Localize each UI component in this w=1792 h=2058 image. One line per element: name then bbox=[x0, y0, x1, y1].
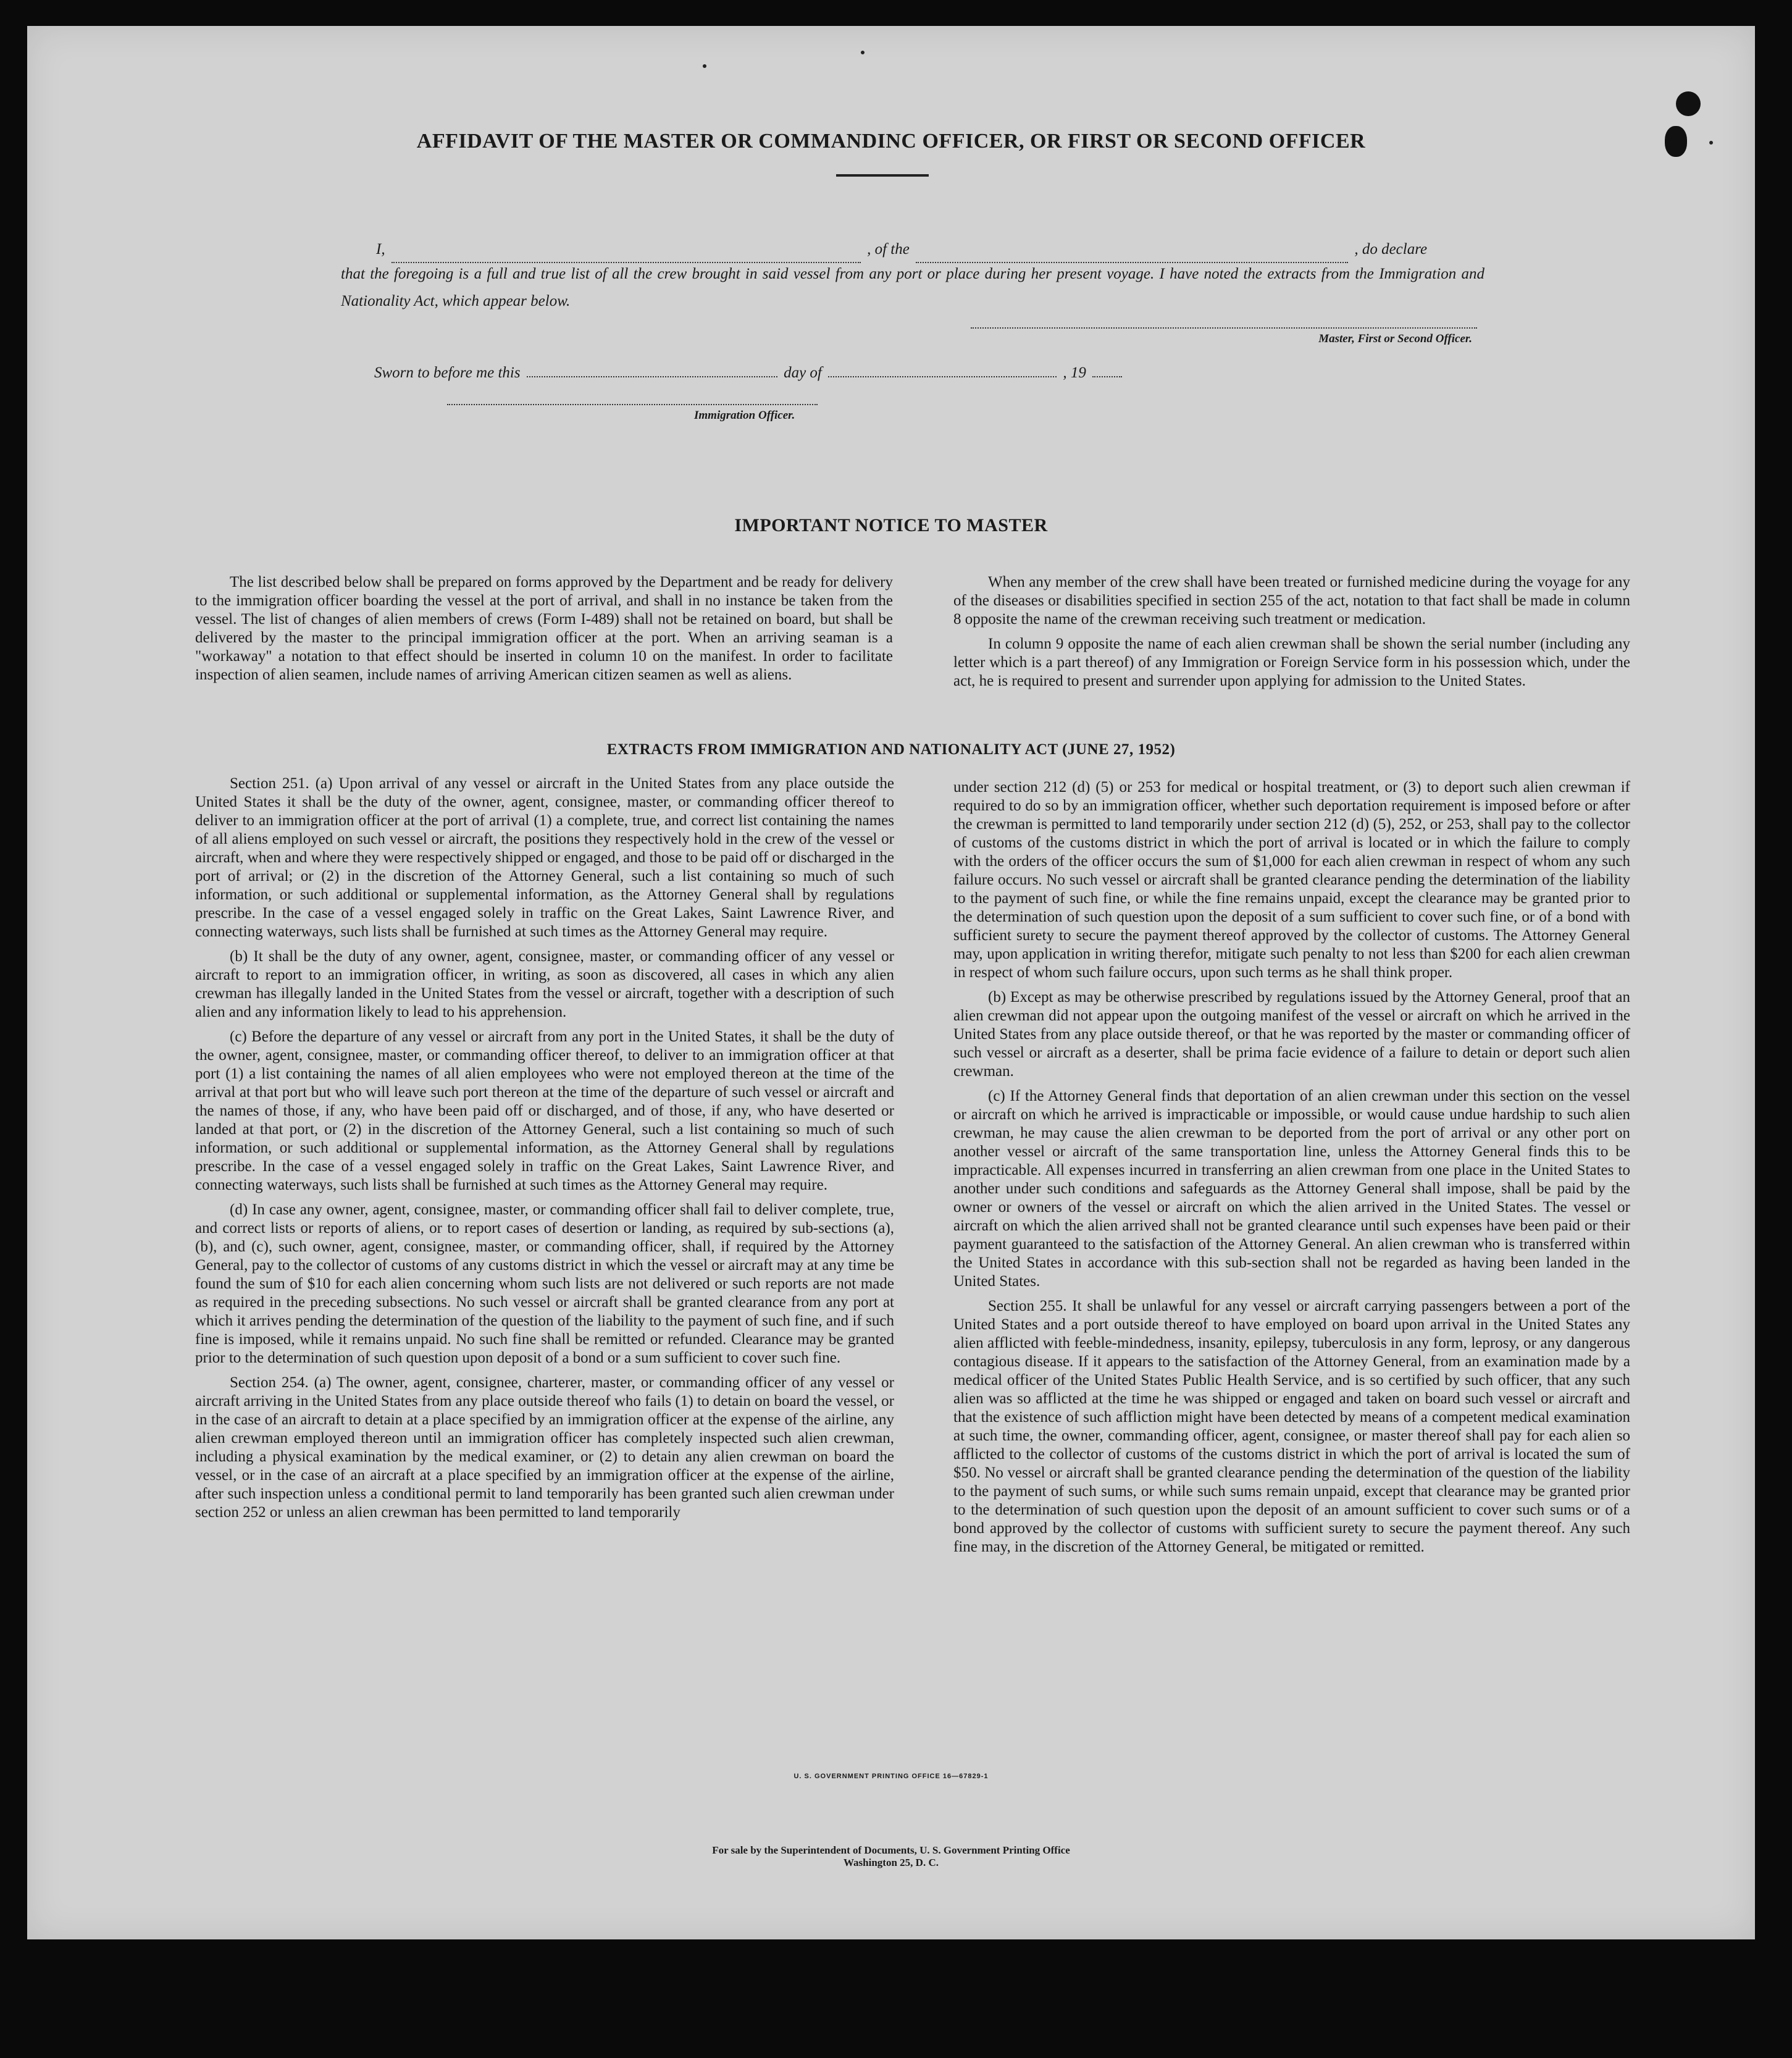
act-paragraph: (b) It shall be the duty of any owner, agent, consignee, master, or commanding officer of any vessel or aircraft to report to an immigration officer, in writing, as soon as discovered, all cases in which any alien crewman has illegally landed in the United States from the vessel or aircraft, together with a description of such alien and any information likely to lead to his apprehension. bbox=[195, 948, 894, 1020]
act-paragraph: Section 255. It shall be unlawful for any vessel or aircraft carrying passengers between a port of the United States and a port outside thereof to have employed on board upon arrival in the United States any alien afflicted with feeble-mindedness, insanity, epilepsy, tuberculosis in any form, leprosy, or any dangerous contagious disease. If it appears to the satisfaction of the Attorney General, from an examination made by a medical officer of the United States Public Health Service, and is so certified by such officer, that any such alien was so afflicted at the time he was shipped or engaged and taken on board such vessel or aircraft and that the existence of such affliction might have been detected by means of a competent medical examination at such time, the owner, commanding officer, agent, consignee, or master thereof shall pay for each alien so afflicted to the collector of customs of the customs district in which the port of arrival is located the sum of $50. No vessel or aircraft shall be granted clearance pending the determination of the question of the liability to the payment of such sums, or while such sums remain unpaid, except that clearance may be granted prior to the determination of such question upon the deposit of an amount sufficient to cover such sums or of a bond approved by the collector of customs with sufficient surety to secure the payment thereof. Any such fine may, in the discretion of the Attorney General, be mitigated or remitted. bbox=[953, 1298, 1630, 1555]
sworn-row bbox=[374, 359, 1124, 387]
act-paragraph: (b) Except as may be otherwise prescribed by regulations issued by the Attorney General, proof that an alien crewman did not appear upon the outgoing manifest of the vessel or aircraft on which he arrived in the United States from any place outside thereof, or that he was reported by the master or commanding officer of such vessel or aircraft as a deserter, shall be prima facie evidence of a failure to detain or deport such alien crewman. bbox=[953, 989, 1630, 1080]
sworn-year-field[interactable] bbox=[1092, 363, 1122, 377]
sworn-text: Sworn to before me this bbox=[374, 364, 521, 381]
declaration-body: that the foregoing is a full and true list of all the crew brought in said vessel from any port or place during her present voyage. I have noted the extracts from the Immigration and Nationality Act, which appear below. bbox=[341, 266, 1484, 309]
master-signature-line[interactable] bbox=[971, 327, 1477, 329]
act-paragraph: (d) In case any owner, agent, consignee, master, or commanding officer shall fail to deliver complete, true, and correct lists or reports of aliens, or to report cases of desertion or landing, as required by sub-sections (a), (b), and (c), such owner, agent, consignee, master, or commanding officer, shall, if required by the Attorney General, pay to the collector of customs of any customs district in which the vessel or aircraft may at any time be found the sum of $10 for each alien concerning whom such lists are not delivered or such reports are not made as required in the preceding subsections. No such vessel or aircraft shall be granted clearance from any port at which it arrives pending the determination of the question of the liability to the payment of such fine, and if such fine is imposed, while it remains unpaid. No such fine shall be remitted or refunded. Clearance may be granted prior to the determination of such question upon deposit of a bond or a sum sufficient to cover such fine. bbox=[195, 1201, 894, 1366]
immigration-officer-label: Immigration Officer. bbox=[694, 409, 795, 422]
notice-paragraph: In column 9 opposite the name of each alien crewman shall be shown the serial number (including any letter which is a part thereof) of any Immigration or Foreign Service form in his possession which, under the act, he is required to present and surrender upon applying for admission to the United States. bbox=[953, 636, 1630, 689]
declaration-i: I, bbox=[376, 241, 385, 258]
notice-paragraph: The list described below shall be prepared on forms approved by the Department and be ready for delivery to the immigration officer boarding the vessel at the port of arrival, and shall in no instance be taken from the vessel. The list of changes of alien members of crews (Form I-489) shall not be retained on board, but shall be delivered by the master to the principal immigration officer at the port. When an arriving seaman is a "workaway" a notation to that effect should be inserted in column 10 on the manifest. In order to facilitate inspection of alien seamen, include names of arriving American citizen seamen as well as aliens. bbox=[195, 574, 893, 683]
title-rule bbox=[836, 174, 929, 177]
sworn-month-field[interactable] bbox=[828, 363, 1057, 377]
notice-left-column bbox=[195, 573, 893, 691]
extracts-left-column bbox=[195, 775, 894, 1528]
extracts-right-column bbox=[953, 778, 1630, 1563]
act-paragraph: under section 212 (d) (5) or 253 for medical or hospital treatment, or (3) to deport such alien crewman if required to do so by an immigration officer, whether such deportation requirement is imposed before or after the crewman is permitted to land temporarily under section 212 (d) (5), 252, or 253, shall pay to the collector of customs of the customs district in which the port of arrival is located or in which the failure to comply with the orders of the officer occurs the sum of $1,000 for each alien crewman in respect of whom any such failure occurs. No such vessel or aircraft shall be granted clearance pending the determination of the liability to the payment of such fine, or while the fine remains unpaid, except the clearance may be granted prior to the determination of such question upon the deposit of a sum sufficient to cover such fine, or of a bond with sufficient surety to secure the payment thereof approved by the collector of customs. The Attorney General may, upon application in writing therefor, mitigate such penalty to not less than $200 for each alien crewman in respect of whom such failure occurs, upon such terms as he shall think proper. bbox=[953, 779, 1630, 981]
speck bbox=[703, 64, 706, 68]
sale-notice bbox=[27, 1844, 1755, 1869]
declaration-row bbox=[376, 236, 1488, 263]
sale-line-2: Washington 25, D. C. bbox=[844, 1857, 939, 1868]
notice-paragraph: When any member of the crew shall have been treated or furnished medicine during the voyage for any of the diseases or disabilities specified in section 255 of the act, notation to that fact shall be made in column 8 opposite the name of the crewman receiving such treatment or medication. bbox=[953, 574, 1630, 628]
speck bbox=[861, 51, 865, 54]
declaration-of-the: , of the bbox=[867, 241, 910, 258]
printing-office-imprint: U. S. GOVERNMENT PRINTING OFFICE 16—67829-1 bbox=[793, 1773, 989, 1780]
act-paragraph: (c) Before the departure of any vessel or aircraft from any port in the United States, it shall be the duty of the owner, agent, consignee, master, or commanding officer thereof, to deliver to an immigration officer at that port (1) a list containing the names of all alien employees who were not employed thereon at the time of the arrival at that port but who will leave such port thereon at the time of the departure of such vessel or aircraft and the names of those, if any, who have been paid off or discharged, and of those, if any, who have deserted or landed at that port, or (2) in the discretion of the Attorney General, such a list containing so much of such information, or such additional or supplemental information, as the Attorney General shall by regulations prescribe. In the case of a vessel engaged solely in traffic on the Great Lakes, Saint Lawrence River, and connecting waterways, such lists shall be furnished at such times as the Attorney General may require. bbox=[195, 1028, 894, 1193]
extracts-title: EXTRACTS FROM IMMIGRATION AND NATIONALITY ACT (JUNE 27, 1952) bbox=[606, 741, 1176, 758]
sworn-day-field[interactable] bbox=[527, 363, 777, 377]
affidavit-title: AFFIDAVIT OF THE MASTER OR COMMANDINC OFFICER, OR FIRST OR SECOND OFFICER bbox=[416, 130, 1366, 153]
notice-right-column bbox=[953, 573, 1630, 697]
year-text: , 19 bbox=[1063, 364, 1086, 381]
immigration-officer-line[interactable] bbox=[447, 404, 818, 405]
declaration-do-declare: , do declare bbox=[1354, 241, 1428, 258]
document-page bbox=[27, 26, 1755, 1939]
act-paragraph: Section 251. (a) Upon arrival of any vessel or aircraft in the United States from any place outside the United States it shall be the duty of the owner, agent, consignee, master, or commanding officer thereof to deliver to an immigration officer at the port of arrival (1) a complete, true, and correct list containing the names of all aliens employed on such vessel or aircraft, the positions they respectively hold in the crew of the vessel or aircraft, when and where they were respectively shipped or engaged, and those to be paid off or discharged in the port of arrival; or (2) in the discretion of the Attorney General, such a list containing so much of such information, or such additional or supplemental information, as the Attorney General shall by regulations prescribe. In the case of a vessel engaged solely in traffic on the Great Lakes, Saint Lawrence River, and connecting waterways, such lists shall be furnished at such times as the Attorney General may require. bbox=[195, 775, 894, 940]
act-paragraph: (c) If the Attorney General finds that deportation of an alien crewman under this section on the vessel or aircraft on which he arrived is impracticable or impossible, or would cause undue hardship to such alien crewman, he may cause the alien crewman to be deported from the port of arrival or any other port on another vessel or aircraft of the same transportation line, unless the Attorney General finds this to be impracticable. All expenses incurred in transferring an alien crewman from one place in the United States to another under such conditions and safeguards as the Attorney General shall impose, shall be paid by the owner or owners of the vessel or aircraft on which the alien arrived in the United States. The vessel or aircraft on which the alien arrived shall not be granted clearance until such expenses have been paid or their payment guaranteed to the satisfaction of the Attorney General. An alien crewman who is transferred within the United States in accordance with this sub-section shall not be regarded as having been landed in the United States. bbox=[953, 1088, 1630, 1290]
punch-hole-top bbox=[1676, 91, 1701, 116]
notice-title: IMPORTANT NOTICE TO MASTER bbox=[734, 515, 1048, 536]
sale-line-1: For sale by the Superintendent of Documents, U. S. Government Printing Office bbox=[712, 1844, 1070, 1856]
day-of-text: day of bbox=[784, 364, 822, 381]
master-signature-label: Master, First or Second Officer. bbox=[1318, 332, 1472, 345]
act-paragraph: Section 254. (a) The owner, agent, consignee, charterer, master, or commanding officer of any vessel or aircraft arriving in the United States from any place outside thereof who fails (1) to detain on board the vessel, or in the case of an aircraft to detain at a place specified by an immigration officer at the expense of the airline, any alien crewman employed thereon until an immigration officer has completely inspected such alien crewman, including a physical examination by the medical examiner, or (2) to detain any alien crewman on board the vessel, or in the case of an aircraft at a place specified by an immigration officer at the expense of the airline, after such inspection unless a conditional permit to land temporarily has been granted such alien crewman under section 252 or unless an alien crewman has been permitted to land temporarily bbox=[195, 1374, 894, 1521]
